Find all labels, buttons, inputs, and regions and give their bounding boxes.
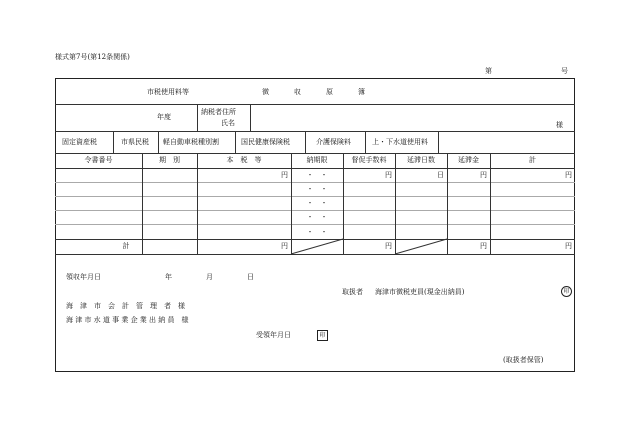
- number-label: 第: [485, 67, 492, 75]
- col-header-reminder-fee: 督促手数料: [351, 156, 387, 164]
- due-date-placeholder: ・ ・: [306, 199, 328, 207]
- due-date-placeholder: ・ ・: [306, 213, 328, 221]
- title-char: 収: [294, 88, 301, 96]
- row-divider: [55, 196, 575, 197]
- received-date-label: 領収年月日: [66, 273, 101, 281]
- tax-type: 軽自動車税種別割: [163, 138, 219, 146]
- stamp-box: 印: [317, 330, 328, 341]
- col-header-principal: 本 税 等: [226, 156, 262, 164]
- row-divider: [55, 182, 575, 183]
- unit-yen: 円: [480, 242, 487, 250]
- diagonal-strike: [395, 239, 447, 254]
- total-row-label: 計: [122, 242, 130, 250]
- row-divider: [55, 210, 575, 211]
- title-char: 徴: [262, 88, 269, 96]
- number-suffix: 号: [561, 67, 568, 75]
- col-divider: [197, 104, 198, 131]
- col-divider: [365, 131, 366, 153]
- handler-name: 海津市徴税吏員(現金出納員): [375, 288, 465, 296]
- unit-yen: 円: [385, 242, 392, 250]
- unit-days: 日: [437, 171, 444, 179]
- row-divider: [55, 153, 575, 154]
- unit-yen: 円: [281, 171, 288, 179]
- payer-name-label: 氏名: [221, 119, 235, 127]
- col-header-late-fee: 延滞金: [458, 156, 479, 164]
- col-divider: [158, 131, 159, 153]
- due-date-placeholder: ・ ・: [306, 228, 328, 236]
- day-label: 日: [247, 273, 254, 281]
- col-divider: [438, 131, 439, 153]
- row-divider: [55, 104, 575, 105]
- unit-yen: 円: [565, 242, 572, 250]
- col-divider: [490, 153, 491, 254]
- row-divider: [55, 254, 575, 255]
- col-divider: [250, 104, 251, 131]
- year-label: 年: [165, 273, 172, 281]
- col-header-period: 期 別: [159, 156, 180, 164]
- due-date-placeholder: ・ ・: [306, 185, 328, 193]
- diagonal-strike: [291, 239, 343, 254]
- title-char: 簿: [358, 88, 365, 96]
- seal-icon: 印: [561, 286, 572, 297]
- honorific: 様: [556, 121, 563, 129]
- form-id: 様式第7号(第12条関係): [55, 53, 130, 61]
- subject-label: 市税使用料等: [147, 88, 189, 96]
- col-header-notice-no: 令書番号: [84, 156, 113, 164]
- tax-type: 上・下水道使用料: [372, 138, 428, 146]
- unit-yen: 円: [385, 171, 392, 179]
- recipient-waterworks: 海 津 市 水 道 事 業 企 業 出 納 員 様: [66, 316, 189, 324]
- due-date-placeholder: ・ ・: [306, 171, 328, 179]
- recipient-accounting: 海 津 市 会 計 管 理 者 様: [66, 302, 185, 310]
- accepted-date-label: 受領年月日: [256, 331, 291, 339]
- col-divider: [235, 131, 236, 153]
- col-divider: [113, 131, 114, 153]
- handler-label: 取扱者: [342, 288, 363, 296]
- tax-type: 介護保険料: [316, 138, 351, 146]
- row-divider: [55, 131, 575, 132]
- unit-yen: 円: [565, 171, 572, 179]
- tax-type: 国民健康保険税: [241, 138, 290, 146]
- unit-yen: 円: [281, 242, 288, 250]
- footer-note: (取扱者保管): [503, 356, 544, 364]
- col-divider: [305, 131, 306, 153]
- fiscal-year-label: 年度: [157, 113, 171, 121]
- month-label: 月: [206, 273, 213, 281]
- col-header-overdue-days: 延滞日数: [407, 156, 435, 164]
- ledger-frame: [55, 78, 575, 372]
- col-header-total: 計: [529, 156, 536, 164]
- col-divider: [343, 153, 344, 254]
- tax-type: 固定資産税: [62, 138, 97, 146]
- row-divider: [55, 168, 575, 169]
- col-divider: [142, 153, 143, 254]
- col-divider: [447, 153, 448, 254]
- payer-address-label: 納税者住所: [201, 108, 236, 116]
- row-divider: [55, 224, 575, 225]
- col-header-due-date: 納期限: [306, 156, 328, 164]
- col-divider: [197, 153, 198, 254]
- unit-yen: 円: [480, 171, 487, 179]
- title-char: 原: [326, 88, 333, 96]
- tax-type: 市県民税: [121, 138, 149, 146]
